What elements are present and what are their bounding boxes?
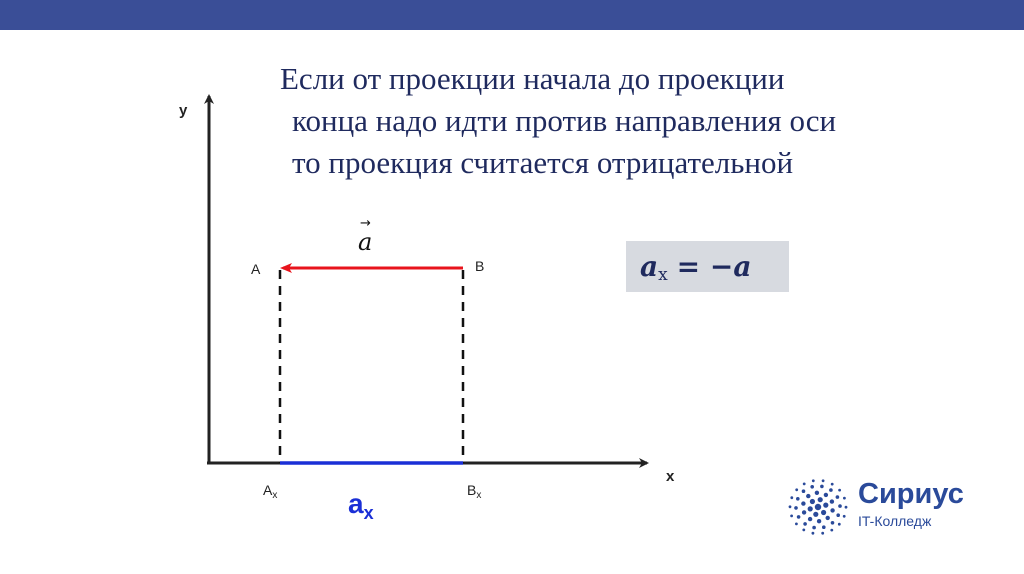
logo-dot [808,517,812,521]
logo-dot [843,497,846,500]
vector-name: a [358,228,373,256]
logo-dot [789,505,792,508]
logo-dot [790,496,793,499]
logo-dot [824,493,828,497]
logo-dot [797,515,801,519]
logo-dot [813,512,818,517]
heading-line-2: конца надо идти против направления оси [292,103,837,138]
logo-dot [821,510,826,515]
formula [640,250,751,285]
logo-name: Сириус [858,478,964,510]
vector-arrow-symbol: → [360,216,371,231]
logo-dot [815,504,821,510]
formula-subscript: x [658,265,668,285]
logo-dot [838,504,842,508]
logo-dot [817,519,821,523]
logo-dot [821,532,824,535]
logo-dot [838,523,841,526]
logo-dot [826,516,830,520]
logo-dot [812,526,816,530]
y-axis-label: y [179,102,188,119]
logo-dot [836,495,840,499]
logo-dot [843,515,846,518]
logo-dot [830,499,834,503]
logo-dot [831,483,834,486]
heading-line-1: Если от проекции начала до проекции [280,61,785,96]
logo-dot [795,523,798,526]
logo-dot [806,494,810,498]
formula-rhs: = −a [676,250,752,283]
logo-dot [810,499,815,504]
logo-dot [831,521,835,525]
logo-dot [822,525,826,529]
x-axis-label: x [666,468,675,485]
logo-dot [802,510,806,514]
formula-lhs: a [640,250,659,283]
logo-dot [803,483,806,486]
projection-label: $a_x$ [348,488,374,523]
logo-dot [795,488,798,491]
logo-dot [829,488,833,492]
logo-dot [830,529,833,532]
logo-dot [845,506,848,509]
projection-b-label: $B_x$ [467,482,482,501]
logo-dot [815,491,819,495]
projection-a-label: $A_x$ [263,482,278,501]
logo-dot [802,489,806,493]
logo-dot [822,479,825,482]
logo-dot [794,506,798,510]
logo-dot [810,485,814,489]
logo-dot [802,529,805,532]
logo-dot [818,497,823,502]
logo-subtitle: IT-Колледж [858,513,932,529]
point-b-label: B [475,258,485,274]
logo-dot [812,532,815,535]
logo-dot [790,515,793,518]
heading-line-3: то проекция считается отрицательной [292,145,794,180]
point-a-label: A [251,261,261,277]
logo-dot [823,503,828,508]
logo-dot [812,479,815,482]
logo-dot [830,508,834,512]
logo-dot [838,489,841,492]
logo-dot [796,497,800,501]
logo-dot [803,522,807,526]
logo-dot [801,501,805,505]
logo-dot [820,485,824,489]
logo-dot [808,506,813,511]
logo-dot [836,513,840,517]
